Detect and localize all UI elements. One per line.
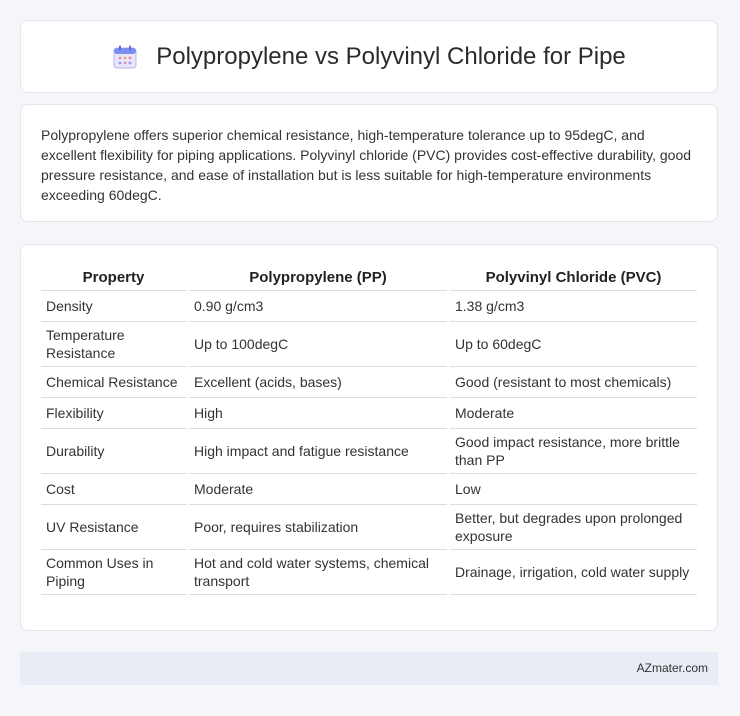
pvc-cell: Better, but degrades upon prolonged exposure: [450, 505, 697, 550]
property-cell: Chemical Resistance: [41, 367, 186, 398]
pp-cell: Poor, requires stabilization: [189, 505, 447, 550]
pp-cell: Excellent (acids, bases): [189, 367, 447, 398]
property-cell: Density: [41, 291, 186, 322]
table-row: [41, 505, 697, 550]
pp-cell: High impact and fatigue resistance: [189, 429, 447, 474]
pvc-cell: Good impact resistance, more brittle than PP: [450, 429, 697, 474]
property-cell: Common Uses in Piping: [41, 550, 186, 595]
pvc-cell: 1.38 g/cm3: [450, 291, 697, 322]
pp-cell: Moderate: [189, 474, 447, 505]
pvc-cell: Up to 60degC: [450, 322, 697, 367]
pvc-cell: Good (resistant to most chemicals): [450, 367, 697, 398]
intro-card: [20, 104, 718, 222]
comparison-card: [20, 244, 718, 631]
intro-paragraph: Polypropylene offers superior chemical resistance, high-temperature tolerance up to 95degC, and excellent flexibility for piping applications. Polyvinyl chloride (PVC) provides cost-effective durability, good pressure resistance, and ease of installation but is less suitable for high-temperature environments exceeding 60degC.: [41, 127, 692, 203]
page-title: Polypropylene vs Polyvinyl Chloride for Pipe: [156, 42, 626, 70]
pvc-cell: Low: [450, 474, 697, 505]
table-row: [41, 398, 697, 429]
property-cell: Cost: [41, 474, 186, 505]
table-row: [41, 474, 697, 505]
footer-brand: AZmater.com: [636, 661, 708, 675]
property-cell: UV Resistance: [41, 505, 186, 550]
property-cell: Durability: [41, 429, 186, 474]
pp-cell: Up to 100degC: [189, 322, 447, 367]
table-row: [41, 550, 697, 595]
pp-cell: 0.90 g/cm3: [189, 291, 447, 322]
table-row: [41, 367, 697, 398]
table-row: [41, 322, 697, 367]
property-cell: Temperature Resistance: [41, 322, 186, 367]
footer-bar: [20, 652, 718, 685]
table-row: [41, 291, 697, 322]
comparison-table: [38, 265, 700, 595]
property-cell: Flexibility: [41, 398, 186, 429]
table-row: [41, 429, 697, 474]
pvc-cell: Moderate: [450, 398, 697, 429]
column-header-pvc: Polyvinyl Chloride (PVC): [450, 265, 697, 291]
column-header-pp: Polypropylene (PP): [189, 265, 447, 291]
pvc-cell: Drainage, irrigation, cold water supply: [450, 550, 697, 595]
pp-cell: High: [189, 398, 447, 429]
column-header-property: Property: [41, 265, 186, 291]
pp-cell: Hot and cold water systems, chemical transport: [189, 550, 447, 595]
table-header-row: [41, 265, 697, 291]
title-card: [20, 20, 718, 93]
calendar-icon: [112, 44, 138, 70]
